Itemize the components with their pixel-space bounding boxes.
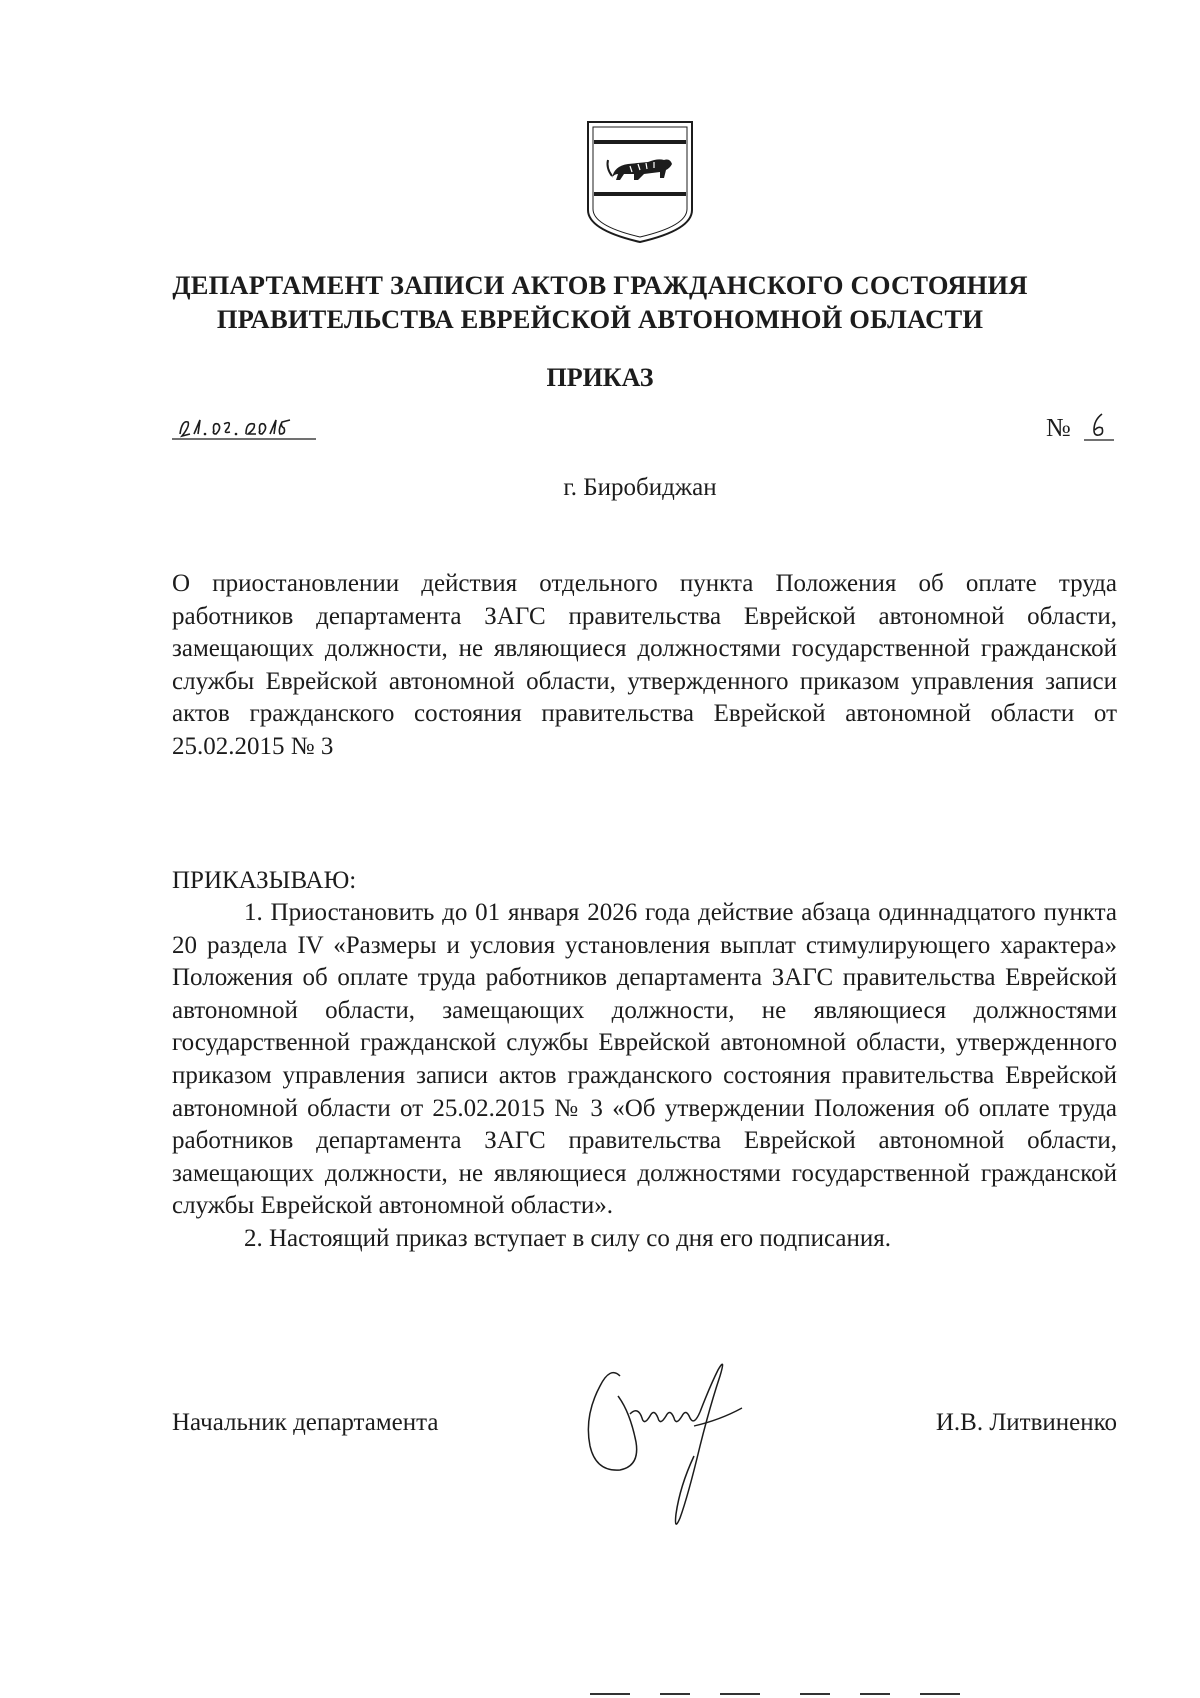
city: г. Биробиджан bbox=[563, 474, 717, 501]
paragraph-1: 1. Приостановить до 01 января 2026 года действие абзаца одиннадцатого пункта 20 раздела IV «Размеры и условия установления выплат стимулирующего характера» Положения об оплате труда работников департамента ЗАГС правительства Еврейской автономной области, замещающих должности, не являющиеся должностями государственной гражданской службы Еврейской автономной области, утвержденного приказом управления записи актов гражданского состояния правительства Еврейской автономной области от 25.02.2015 № 3 «Об утверждении Положения об оплате труда работников департамента ЗАГС правительства Еврейской автономной области, замещающих должности, не являющиеся должностями государственной гражданской службы Еврейской автономной области». bbox=[172, 899, 1117, 1220]
signer-name: И.В. Литвиненко bbox=[935, 1409, 1117, 1436]
handwritten-date bbox=[172, 412, 316, 444]
scan-artifacts bbox=[590, 1690, 970, 1698]
department-line-2: ПРАВИТЕЛЬСТВА ЕВРЕЙСКОЙ АВТОНОМНОЙ ОБЛАСТИ bbox=[216, 304, 984, 334]
order-number bbox=[1046, 410, 1116, 446]
handwritten-signature bbox=[570, 1346, 770, 1536]
document-body bbox=[172, 897, 1117, 1256]
paragraph-2: 2. Настоящий приказ вступает в силу со дня его подписания. bbox=[244, 1224, 892, 1252]
document-type: ПРИКАЗ bbox=[546, 363, 654, 392]
department-title bbox=[120, 268, 1080, 336]
number-label: № bbox=[1046, 413, 1071, 442]
department-line-1: ДЕПАРТАМЕНТ ЗАПИСИ АКТОВ ГРАЖДАНСКОГО СОСТОЯНИЯ bbox=[172, 270, 1028, 300]
coat-of-arms-icon bbox=[584, 118, 696, 246]
handwritten-number bbox=[1084, 410, 1114, 444]
signer-position: Начальник департамента bbox=[172, 1409, 439, 1436]
order-word: ПРИКАЗЫВАЮ: bbox=[172, 867, 357, 894]
document-subject: О приостановлении действия отдельного пункта Положения об оплате труда работников департамента ЗАГС правительства Еврейской автономной области, замещающих должности, не являющиеся должностями государственной гражданской службы Еврейской автономной области, утвержденного приказом управления записи актов гражданского состояния правительства Еврейской автономной области от 25.02.2015 № 3 bbox=[172, 570, 1117, 760]
